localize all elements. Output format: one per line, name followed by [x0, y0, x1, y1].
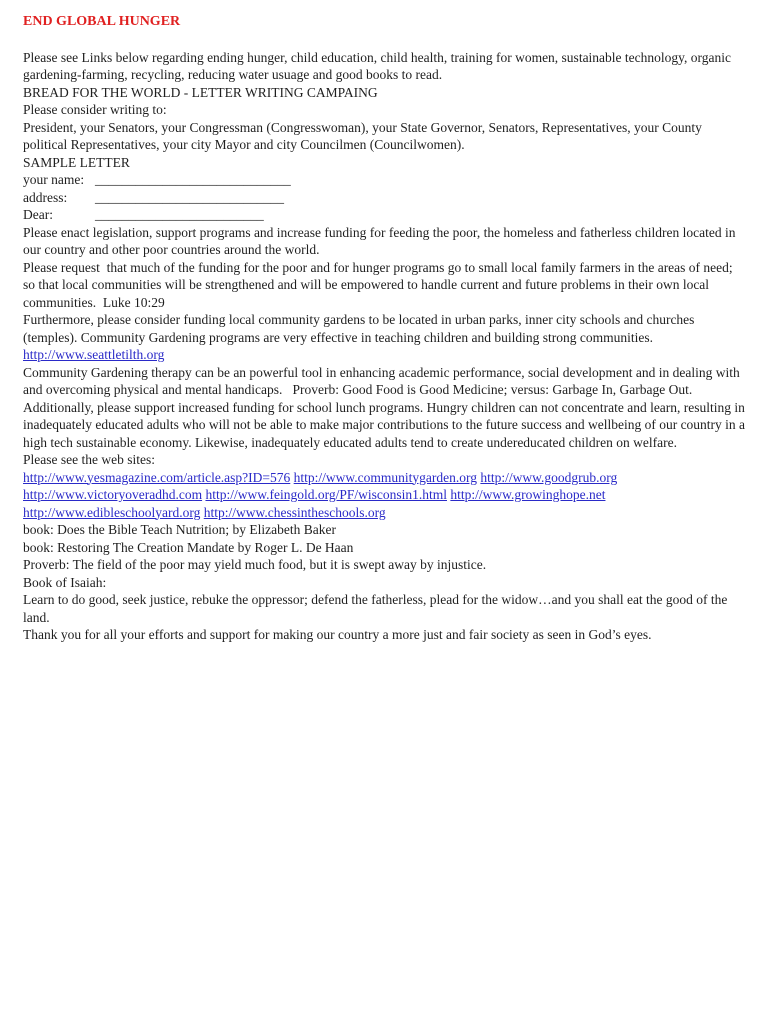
- link-yesmagazine[interactable]: http://www.yesmagazine.com/article.asp?ID=576: [23, 469, 291, 485]
- field-your-name: [23, 171, 746, 189]
- link-chessintheschools[interactable]: http://www.chessintheschools.org: [203, 504, 386, 520]
- dear-label: Dear:: [23, 207, 53, 222]
- writing-to-block: [23, 101, 746, 154]
- sample-letter-heading: SAMPLE LETTER: [23, 154, 130, 170]
- paragraph-gardening-therapy: Community Gardening therapy can be an powerful tool in enhancing academic performance, social development and in dealing with and overcoming physical and mental handicaps. Proverb: Good Food is Good Medicine; versus: Garbage In, Garbage Out.: [23, 364, 744, 397]
- your-name-blank-line: _____________________________: [95, 172, 291, 187]
- address-blank-line: ____________________________: [95, 189, 284, 205]
- paragraph-request: Please request that much of the funding for the poor and for hunger programs go to small local family farmers in the areas of need; so that local communities will be strengthened and will be empowered to handle current and future problems in their own local communities. Luke 10:29: [23, 259, 737, 310]
- link-seattletilth[interactable]: http://www.seattletilth.org: [23, 347, 165, 362]
- paragraph-furthermore: [23, 311, 746, 364]
- paragraph-additionally: Additionally, please support increased funding for school lunch programs. Hungry children can not concentrate and learn, resulting in inadequately educated adults who will not be able to make major contributions to the future success and wellbeing of our country in a high tech sustainable economy. Likewise, inadequately educated adults tend to create undereducated children on welfare.: [23, 399, 749, 450]
- isaiah-heading: Book of Isaiah:: [23, 574, 107, 590]
- link-communitygarden[interactable]: http://www.communitygarden.org: [293, 469, 478, 485]
- link-feingold[interactable]: http://www.feingold.org/PF/wisconsin1.html: [205, 487, 447, 502]
- websites-heading: Please see the web sites:: [23, 452, 155, 467]
- isaiah-text: Learn to do good, seek justice, rebuke the oppressor; defend the fatherless, plead for the widow…and you shall eat the good of the land.: [23, 592, 731, 625]
- link-line-1: [23, 469, 746, 487]
- book-line-2: book: Restoring The Creation Mandate by Roger L. De Haan: [23, 539, 354, 555]
- link-victoryoveradhd[interactable]: http://www.victoryoveradhd.com: [23, 487, 203, 502]
- link-edibleschoolyard[interactable]: http://www.edibleschoolyard.org: [23, 504, 201, 520]
- recipients-line: President, your Senators, your Congressman (Congresswoman), your State Governor, Senators, Representatives, your County political Representatives, your city Mayor and city Councilmen (Councilwomen).: [23, 119, 706, 152]
- field-dear: [23, 206, 746, 224]
- paragraph-intro: Please see Links below regarding ending hunger, child education, child health, training for women, sustainable technology, organic gardening-farming, recycling, reducing water usuage and good books to read.: [23, 49, 735, 82]
- document-title: END GLOBAL HUNGER: [23, 14, 181, 29]
- paragraph-closing: Thank you for all your efforts and support for making our country a more just and fair society as seen in God’s eyes.: [23, 627, 652, 642]
- field-address: [23, 189, 746, 207]
- furthermore-text: Furthermore, please consider funding local community gardens to be located in urban parks, inner city schools and churches (temples). Community Gardening programs are very effective in teaching children and building strong communities.: [23, 312, 698, 345]
- campaign-heading: BREAD FOR THE WORLD - LETTER WRITING CAMPAING: [23, 84, 378, 100]
- dear-blank-line: _________________________: [95, 207, 264, 222]
- link-goodgrub[interactable]: http://www.goodgrub.org: [480, 469, 618, 485]
- address-label: address:: [23, 189, 68, 205]
- websites-block: [23, 451, 746, 556]
- consider-line: Please consider writing to:: [23, 102, 167, 117]
- your-name-label: your name:: [23, 172, 85, 187]
- link-line-2: [23, 486, 746, 504]
- link-growinghope[interactable]: http://www.growinghope.net: [450, 487, 606, 502]
- isaiah-block: [23, 574, 746, 627]
- link-line-3: [23, 504, 746, 522]
- paragraph-enact: Please enact legislation, support programs and increase funding for feeding the poor, the homeless and fatherless children located in our country and other poor countries around the world.: [23, 224, 739, 257]
- book-line-1: book: Does the Bible Teach Nutrition; by Elizabeth Baker: [23, 522, 336, 537]
- paragraph-proverb: Proverb: The field of the poor may yield much food, but it is swept away by injustice.: [23, 557, 487, 572]
